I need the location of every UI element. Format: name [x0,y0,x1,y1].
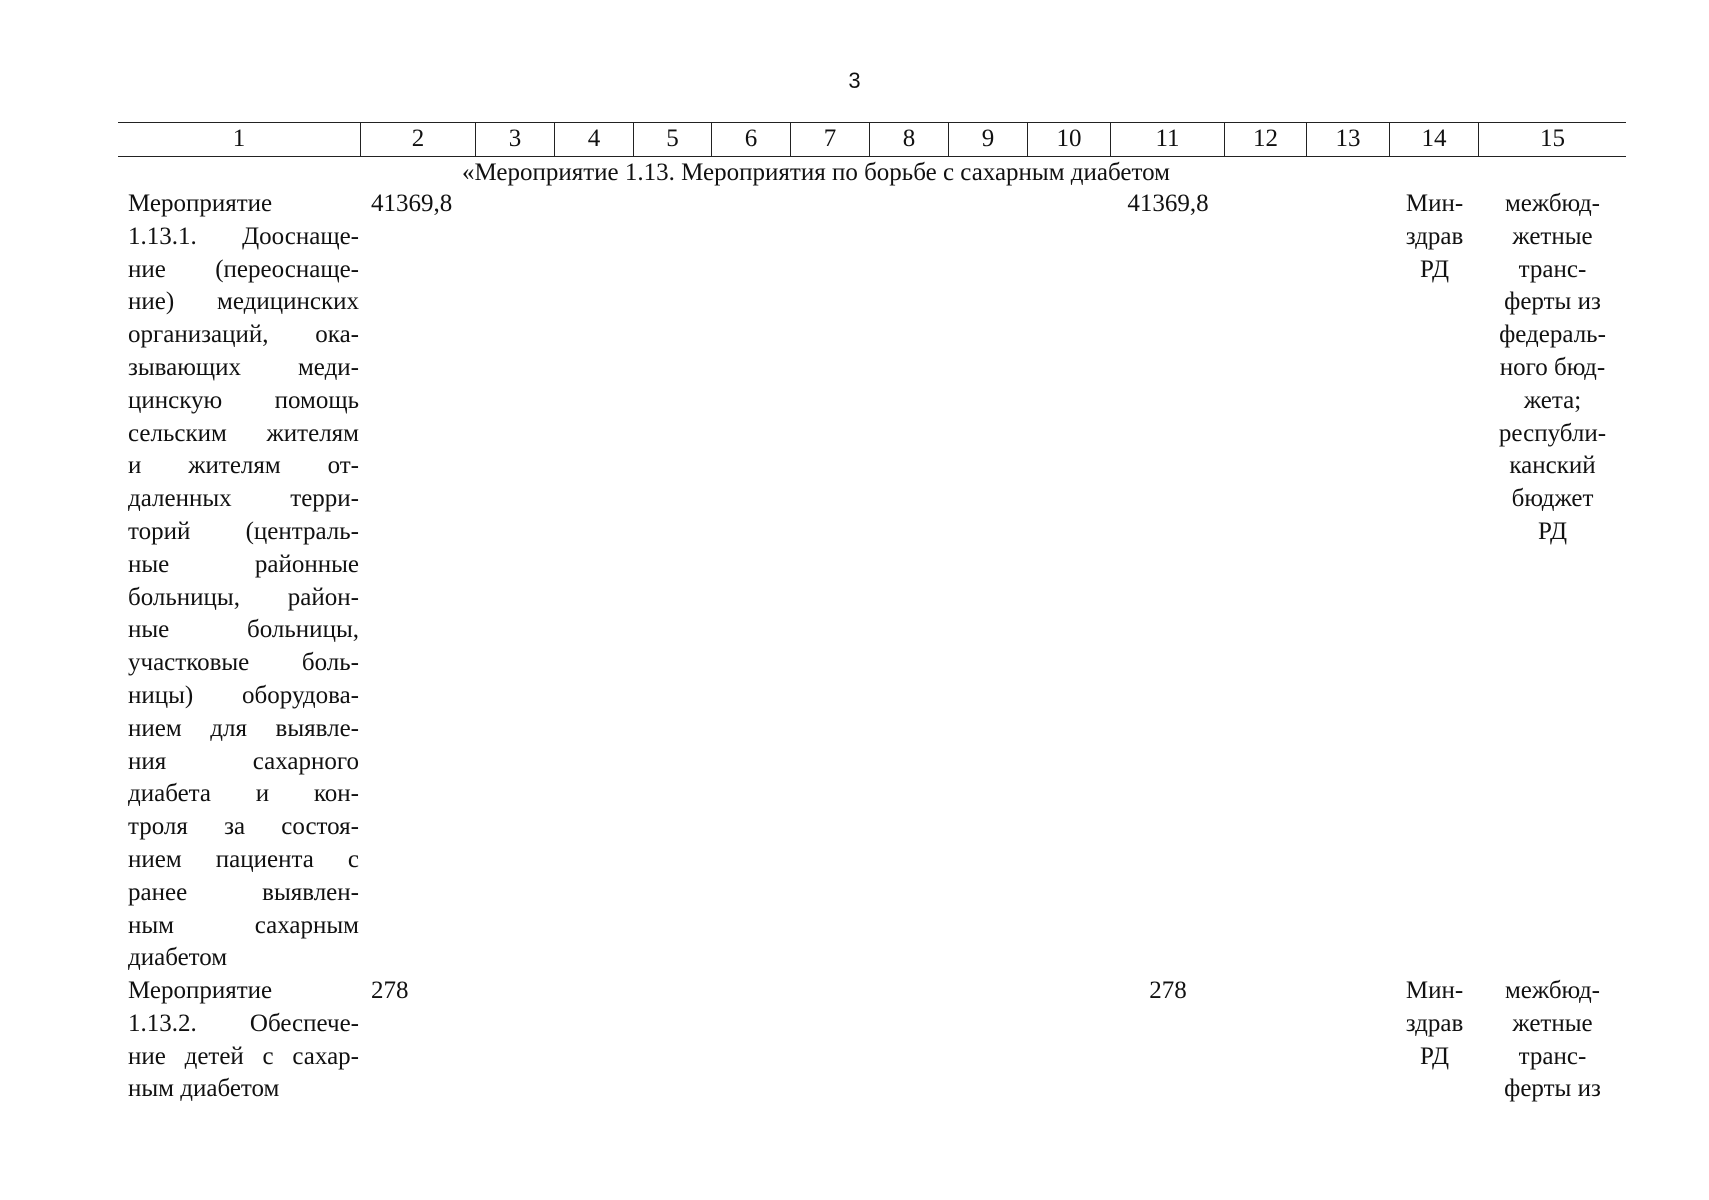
description-line: 1.13.2. Обеспече- [128,1009,359,1037]
description-line: Мероприятие [128,190,273,217]
description-line: ные районные [128,550,359,578]
column-header-15: 15 [1540,125,1565,152]
cell-total-amount: 41369,8 [371,190,453,217]
description-line: ным диабетом [128,1075,280,1103]
page-number: 3 [848,68,861,93]
funding-source-line: межбюд- [1504,190,1601,217]
description-line: диабетом [128,944,228,972]
executor-line: здрав [1405,222,1464,250]
description-line: организаций, ока- [128,321,359,349]
column-header-5: 5 [634,123,712,156]
cell-year-amount: 41369,8 [1127,190,1209,217]
executor-line: РД [1419,255,1450,283]
cell-funding-source [1479,188,1626,549]
description-line: сельским жителям [128,419,359,447]
funding-source-line: бюджет [1511,485,1594,513]
description-line: торий (централь- [128,517,359,545]
executor-line: здрав [1405,1009,1464,1037]
description-line: ние) медицинских [128,288,359,316]
funding-source-line: жетные [1512,222,1593,250]
cell-executor [1390,975,1479,1073]
description-line: нием для выявле- [128,714,359,742]
funding-source-line: ферты из [1504,288,1601,316]
description-line: и жителям от- [128,452,359,480]
description-line: ние (переоснаще- [128,255,359,283]
description-line: диабета и кон- [128,780,359,808]
funding-source-line: РД [1537,517,1568,545]
column-header-8: 8 [870,123,949,156]
cell-year-amount: 278 [1149,977,1187,1004]
funding-source-line: жетные [1512,1009,1593,1037]
funding-source-line: транс- [1518,1042,1587,1070]
description-line: зывающих меди- [128,353,359,381]
column-header-14: 14 [1390,123,1479,156]
funding-source-line: транс- [1518,255,1587,283]
description-line: ранее выявлен- [128,878,359,906]
column-header-12: 12 [1225,123,1307,156]
description-line: Мероприятие [128,977,273,1004]
description-line: ние детей с сахар- [128,1042,359,1070]
column-header-11: 11 [1111,123,1225,156]
cell-executor [1390,188,1479,286]
cell-funding-source [1479,975,1626,1106]
description-line: участковые боль- [128,649,359,677]
measure-description [128,188,359,975]
funding-source-line: ферты из [1504,1075,1601,1103]
description-line: ным сахарным [128,911,359,939]
measure-description [128,975,359,1106]
column-header-6: 6 [712,123,791,156]
funding-source-line: канский [1509,452,1596,480]
description-line: даленных терри- [128,485,359,513]
section-title: «Мероприятие 1.13. Мероприятия по борьбе с сахарным диабетом [462,159,1170,186]
executor-line: РД [1419,1042,1450,1070]
funding-source-line: межбюд- [1504,977,1601,1004]
description-line: цинскую помощь [128,386,359,414]
description-line: ния сахарного [128,747,359,775]
column-header-9: 9 [949,123,1028,156]
column-header-7: 7 [791,123,870,156]
executor-line: Мин- [1405,190,1464,217]
column-header-3: 3 [476,123,555,156]
description-line: больницы, район- [128,583,359,611]
column-header-2: 2 [361,123,476,156]
funding-source-line: жета; [1523,386,1582,414]
description-line: ные больницы, [128,616,359,644]
column-header-13: 13 [1307,123,1390,156]
column-header-1: 1 [118,123,361,156]
column-header-4: 4 [555,123,634,156]
table-column-header-row [118,122,1626,157]
description-line: троля за состоя- [128,813,359,841]
funding-source-line: федераль- [1499,321,1606,349]
executor-line: Мин- [1405,977,1464,1004]
funding-source-line: ного бюд- [1499,353,1606,381]
description-line: нием пациента с [128,845,359,873]
description-line: 1.13.1. Дооснаще- [128,222,359,250]
funding-source-line: республи- [1498,419,1607,447]
cell-total-amount: 278 [371,977,409,1004]
column-header-10: 10 [1028,123,1111,156]
description-line: ницы) оборудова- [128,681,359,709]
